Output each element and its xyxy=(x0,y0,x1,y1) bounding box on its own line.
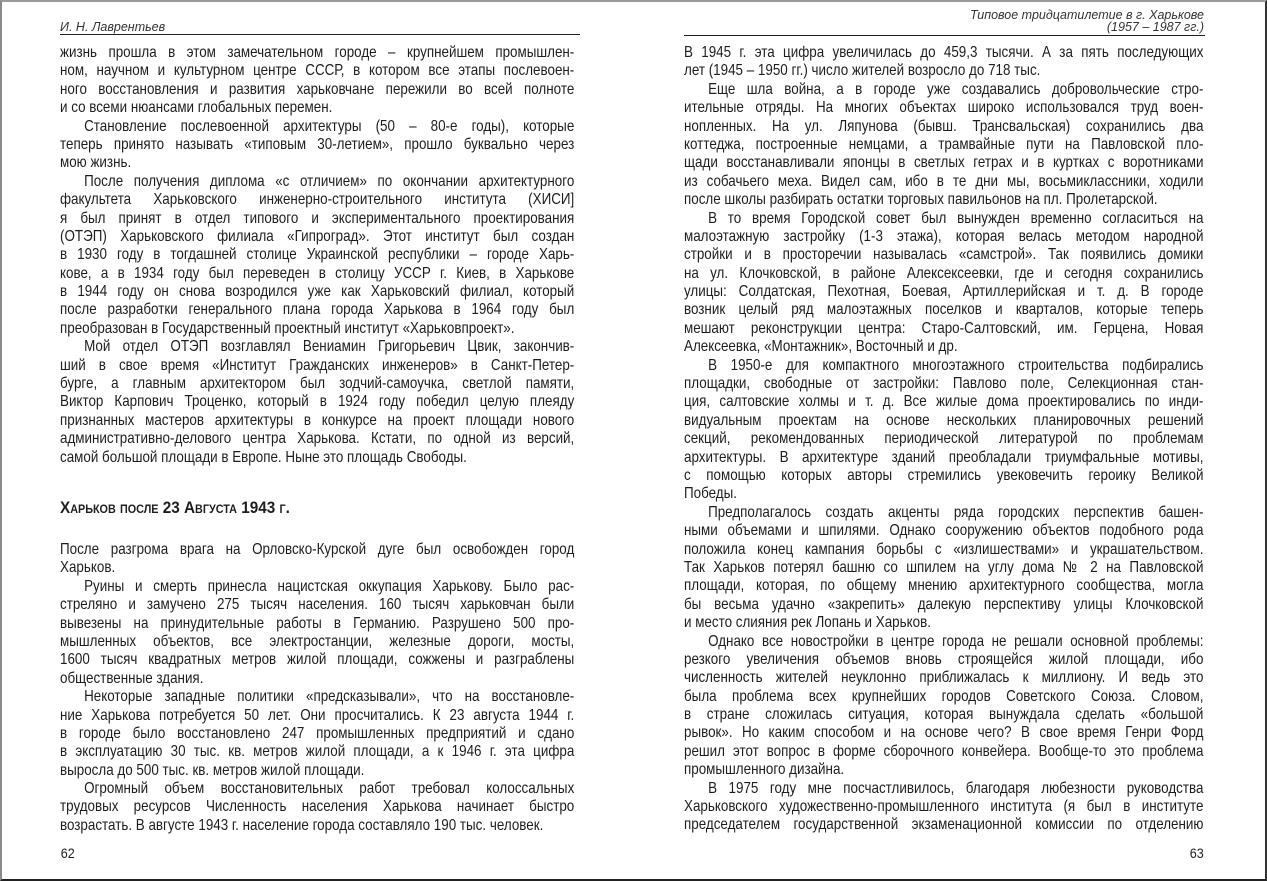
section-heading: Харьков после 23 Августа 1943 г. xyxy=(60,498,290,517)
text-line: после разработки генерального плана города Харькова в 1964 году был xyxy=(60,301,575,319)
text-line: лет (1945 – 1950 гг.) число жителей возросло до 718 тыс. xyxy=(684,62,1041,80)
running-head-author: И. Н. Лаврентьев xyxy=(60,20,166,34)
text-line: была проблема всех крупнейших городов Советского Союза. Словом, xyxy=(684,687,1204,705)
text-line: в 1930 году в тогдашней столице Украинской республики – городе Харь- xyxy=(60,246,575,264)
text-line: Так Харьков потерял башню со шпилем на углу дома № 2 на Павловской xyxy=(684,558,1204,576)
text-line: резкого увеличения объемов вновь строящейся жилой площади, ибо xyxy=(684,650,1204,668)
text-line: решил этот вопрос в форме сборочного конвейера. Вообще-то это проблема xyxy=(684,742,1204,760)
text-line: ными объемами и шпилями. Однако сооружению объектов подобного рода xyxy=(684,522,1204,540)
text-line: ция, салтовские холмы и т. д. Все жилые дома проектировались по инди- xyxy=(684,393,1204,411)
text-line: после школы разбирать остатки торговых павильонов на пл. Пролетарской. xyxy=(684,191,1158,209)
text-line: ительные отряды. На многих объектах широко использовался труд воен- xyxy=(684,99,1204,117)
text-line: Руины и смерть принесла нацистская оккупация Харькову. Было рас- xyxy=(84,577,575,595)
text-block xyxy=(60,44,658,467)
text-line: щади восстанавливали японцы в светлых гетрах и в куртках с воротниками xyxy=(684,154,1204,172)
text-line: В 1950-е для компактного многоэтажного строительства подбирались xyxy=(708,356,1204,374)
text-line: улицы: Солдатская, Пехотная, Боевая, Артиллерийская и т. д. В городе xyxy=(684,283,1204,301)
text-line: видуальным проектам на основе нескольких планировочных решений xyxy=(684,411,1204,429)
text-line: стройки и в просторечии называлась «самстрой». Так появились домики xyxy=(684,246,1204,264)
text-line: самой большой площади в Европе. Ныне это площадь Свободы. xyxy=(60,448,467,466)
text-line: В 1945 г. эта цифра увеличилась до 459,3 тысячи. А за пять последующих xyxy=(684,44,1204,61)
text-line: Виктор Карпович Троценко, который в 1924 году победил целую плеяду xyxy=(60,393,575,411)
header-rule xyxy=(684,35,1205,36)
running-head-title: Типовое тридцатилетие в г. Харькове xyxy=(970,8,1204,22)
text-line: в 1944 году он снова возродился уже как Харьковский филиал, который xyxy=(60,283,575,301)
text-line: численность жителей неуклонно приближалась к миллиону. И ведь это xyxy=(684,669,1204,687)
text-line: признанных мастеров архитектуры в конкурсе на проект площади нового xyxy=(60,411,575,429)
text-line: архитектуры. В архитектуре зданий преобладали триумфальные мотивы, xyxy=(684,448,1204,466)
text-line: выросла до 500 тыс. кв. метров жилой площади. xyxy=(60,761,365,779)
text-line: в городе было восстановлено 247 промышленных предприятий и сдано xyxy=(60,724,575,742)
text-line: возник целый ряд малоэтажных поселков и кварталов, которые теперь xyxy=(684,301,1204,319)
text-line: на ул. Клочковской, в районе Алексексеевки, где и сегодня сохранились xyxy=(684,264,1204,282)
text-line: преобразован в Государственный проектный институт «Харьковпроект». xyxy=(60,319,515,337)
text-line: из собачьего меха. Видел сам, ибо в те дни мы, восьмиклассники, ходили xyxy=(684,172,1204,190)
text-line: вывезены на принудительные работы в Германию. Разрушено 500 про- xyxy=(60,614,575,632)
text-line: В то время Городской совет был вынужден временно согласиться на xyxy=(708,209,1204,227)
text-line: Некоторые западные политики «предсказывали», что на восстановле- xyxy=(84,688,575,706)
text-line: коттеджа, построенные немцами, а трамвайные пути на Павловской пло- xyxy=(684,135,1204,153)
text-line: (ОТЭП) Харьковского филиала «Гипроград». Этот институт был создан xyxy=(60,227,575,245)
text-line: Становление послевоенной архитектуры (50 – 80-е годы), которые xyxy=(84,117,575,135)
text-line: трудовых ресурсов Численность населения Харькова начинает быстро xyxy=(60,798,575,816)
text-line: ном, научном и культурном центре СССР, в котором все этапы послевоен- xyxy=(60,62,575,80)
text-line: мешают реконструкции центра: Старо-Салтовский, им. Герцена, Новая xyxy=(684,319,1204,337)
page-number: 63 xyxy=(1189,845,1204,861)
text-line: ного восстановления и развития харьковчане пережили во всей полноте xyxy=(60,80,575,98)
text-line: Победы. xyxy=(684,485,737,503)
text-line: площадки, свободные от застройки: Павлово поле, Селекционная стан- xyxy=(684,375,1204,393)
text-line: В 1975 году мне посчастливилось, благодаря любезности руководства xyxy=(708,779,1204,797)
text-line: и со всеми нюансами глобальных перемен. xyxy=(60,99,333,117)
text-block xyxy=(60,541,658,835)
text-line: в стране сложилась ситуация, которая вынуждала сделать «большой xyxy=(684,706,1204,724)
text-line: нопленных. На ул. Ляпунова (бывш. Трансвальская) сохранились два xyxy=(684,117,1204,135)
text-line: с помощью которых авторы стремились увековечить героику Великой xyxy=(684,466,1204,484)
text-line: положила конец кампания борьбы с «излишествами» и украшательством. xyxy=(684,540,1204,558)
text-line: Предполагалось создать акценты ряда городских перспектив башен- xyxy=(708,503,1204,521)
text-line: факультета Харьковского инженерно-строительного института (ХИСИ] xyxy=(60,191,575,209)
text-line: жизнь прошла в этом замечательном городе – крупнейшем промышлен- xyxy=(60,44,575,61)
text-line: промышленного дизайна. xyxy=(684,761,845,779)
text-line: рывок». Но каким способом и на основе чего? В свое время Генри Форд xyxy=(684,724,1204,742)
text-line: Алексеевка, «Монтажник», Восточный и др. xyxy=(684,338,958,356)
text-line: Еще шла война, а в городе уже создавались добровольческие стро- xyxy=(708,80,1204,98)
text-line: малоэтажную застройку (1-3 этажа), которая велась методом народной xyxy=(684,227,1204,245)
text-block xyxy=(684,44,1267,835)
text-line: стреляно и замучено 275 тысяч населения. 160 тысяч харьковчан были xyxy=(60,596,575,614)
text-line: После разгрома врага на Орловско-Курской дуге был освобожден город xyxy=(60,541,575,558)
text-line: кове, а в 1934 году был переведен в столицу УССР г. Киев, в Харькове xyxy=(60,264,575,282)
text-line: председателем государственной экзаменационной комиссии по отделению xyxy=(684,816,1204,834)
text-line: общественные здания. xyxy=(60,669,204,687)
text-line: После получения диплома «с отличием» по окончании архитектурного xyxy=(84,172,575,190)
text-line: Харьков. xyxy=(60,559,116,577)
text-line: бурге, а главным архитектором был зодчий-самоучка, светлой памяти, xyxy=(60,375,575,393)
text-line: мою жизнь. xyxy=(60,154,132,172)
text-line: 1600 тысяч квадратных метров жилой площади, сожжены и разграблены xyxy=(60,651,575,669)
text-line: я был принят в отдел типового и экспериментального проектирования xyxy=(60,209,575,227)
running-head-years: (1957 – 1987 гг.) xyxy=(1106,20,1204,34)
text-line: административно-делового центра Харькова. Кстати, по одной из версий, xyxy=(60,430,575,448)
text-line: Огромный объем восстановительных работ требовал колоссальных xyxy=(84,780,575,798)
text-line: мышленных объектов, все электростанции, железные дороги, мосты, xyxy=(60,632,575,650)
header-rule xyxy=(60,34,580,35)
text-line: и место слияния рек Лопань и Харьков. xyxy=(684,614,931,632)
text-line: Харьковского художественно-промышленного института (я был в институте xyxy=(684,798,1204,816)
text-line: Однако все новостройки в центре города не решали основной проблемы: xyxy=(708,632,1204,650)
text-line: площади, которая, по общему мнению архитектурного сообщества, могла xyxy=(684,577,1204,595)
text-line: ние Харькова потребуется 50 лет. Они просчитались. К 23 августа 1944 г. xyxy=(60,706,575,724)
text-line: ший в свое время «Институт Гражданских инженеров» в Санкт-Петер- xyxy=(60,356,575,374)
text-line: бы весьма удачно «закрепить» далекую перспективу улицы Клочковской xyxy=(684,595,1204,613)
text-line: Мой отдел ОТЭП возглавлял Вениамин Григорьевич Цвик, закончив- xyxy=(84,338,575,356)
text-line: секций, рекомендованных периодической литературой по проблемам xyxy=(684,430,1204,448)
text-line: теперь принято называть «типовым 30-летием», прошло буквально через xyxy=(60,135,575,153)
text-line: в эксплуатацию 30 тыс. кв. метров жилой площади, а к 1946 г. эта цифра xyxy=(60,743,575,761)
page-number: 62 xyxy=(60,845,75,861)
text-line: возрастать. В августе 1943 г. население города составляло 190 тыс. человек. xyxy=(60,816,544,834)
